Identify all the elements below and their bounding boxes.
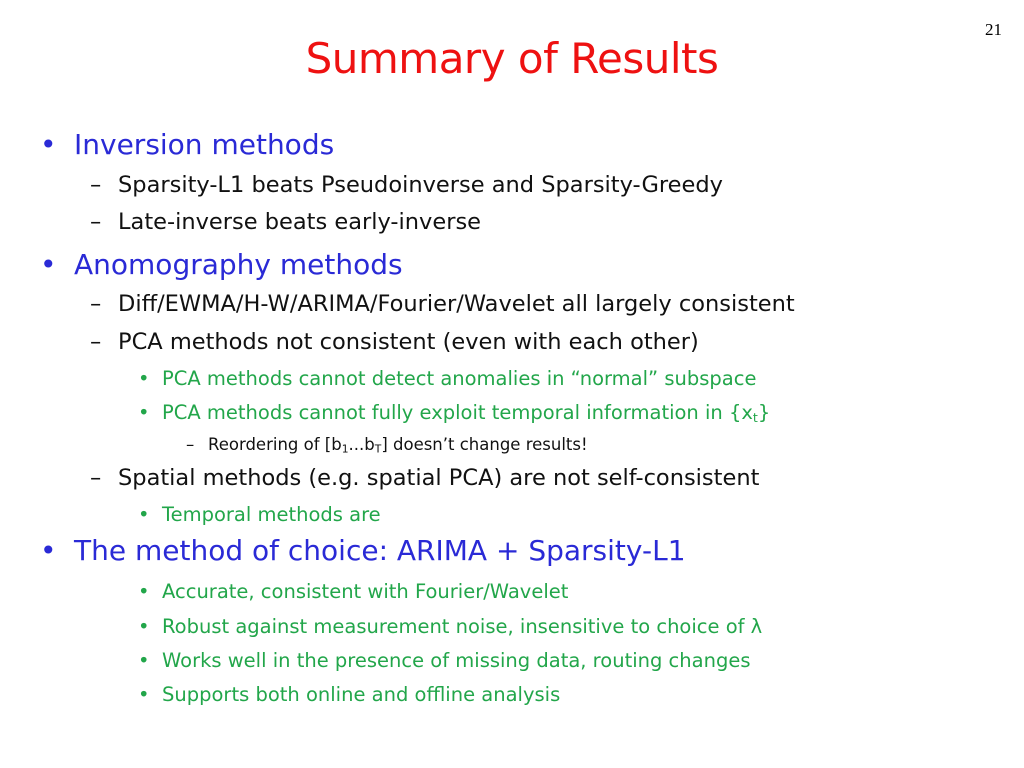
point-text: Supports both online and offline analysis — [162, 683, 561, 706]
bullet-marker: • — [40, 248, 57, 281]
detail-text: ...b — [348, 435, 375, 454]
point-missing-data — [138, 649, 751, 672]
detail-text: ] doesn’t change results! — [381, 435, 588, 454]
bullet-marker: • — [138, 649, 150, 672]
detail-text: Reordering of [b — [208, 435, 342, 454]
point-accurate — [138, 580, 568, 603]
sub-item-text: Diff/EWMA/H-W/ARIMA/Fourier/Wavelet all largely consistent — [118, 291, 795, 317]
subscript: T — [374, 442, 382, 456]
bullet-marker: • — [138, 580, 150, 603]
point-online-offline — [138, 683, 560, 706]
point-text: Robust against measurement noise, insensitive to choice of λ — [162, 615, 763, 638]
bullet-marker: • — [138, 401, 150, 424]
bullet-marker: • — [138, 615, 150, 638]
detail-reordering — [186, 435, 588, 456]
dash-marker: – — [90, 172, 102, 198]
sub-item-text: Spatial methods (e.g. spatial PCA) are not self-consistent — [118, 465, 760, 491]
subscript: 1 — [341, 442, 349, 456]
point-text: PCA methods cannot detect anomalies in “normal” subspace — [162, 367, 757, 390]
bullet-marker: • — [138, 503, 150, 526]
sub-item-diff-ewma — [90, 291, 795, 317]
sub-item-late-inverse — [90, 209, 481, 235]
point-pca-temporal-info — [138, 401, 770, 425]
bullet-marker: • — [138, 683, 150, 706]
bullet-marker: • — [40, 128, 57, 161]
slide-title: Summary of Results — [305, 34, 719, 83]
point-text-close: } — [757, 401, 771, 424]
dash-marker: – — [186, 435, 195, 454]
dash-marker: – — [90, 209, 102, 235]
sub-item-pca-not-consistent — [90, 329, 699, 355]
point-temporal-methods — [138, 503, 381, 526]
dash-marker: – — [90, 329, 102, 355]
dash-marker: – — [90, 465, 102, 491]
bullet-text: The method of choice: ARIMA + Sparsity-L1 — [74, 534, 686, 567]
sub-item-text: Sparsity-L1 beats Pseudoinverse and Sparsity-Greedy — [118, 172, 723, 198]
point-pca-normal-subspace — [138, 367, 756, 390]
point-text: Accurate, consistent with Fourier/Wavelet — [162, 580, 569, 603]
bullet-marker: • — [40, 534, 57, 567]
point-text: Works well in the presence of missing data, routing changes — [162, 649, 751, 672]
subscript: t — [752, 410, 758, 426]
sub-item-text: Late-inverse beats early-inverse — [118, 209, 482, 235]
bullet-inversion-methods — [40, 128, 334, 161]
dash-marker: – — [90, 291, 102, 317]
bullet-anomography-methods — [40, 248, 403, 281]
page-number: 21 — [985, 20, 1002, 39]
bullet-method-of-choice — [40, 534, 686, 567]
point-text: Temporal methods are — [162, 503, 381, 526]
sub-item-text: PCA methods not consistent (even with each other) — [118, 329, 699, 355]
sub-item-sparsity-l1 — [90, 172, 723, 198]
sub-item-spatial-methods — [90, 465, 759, 491]
bullet-text: Anomography methods — [74, 248, 403, 281]
point-robust — [138, 615, 762, 638]
point-text: PCA methods cannot fully exploit temporal information in {x — [162, 401, 753, 424]
bullet-marker: • — [138, 367, 150, 390]
bullet-text: Inversion methods — [74, 128, 335, 161]
